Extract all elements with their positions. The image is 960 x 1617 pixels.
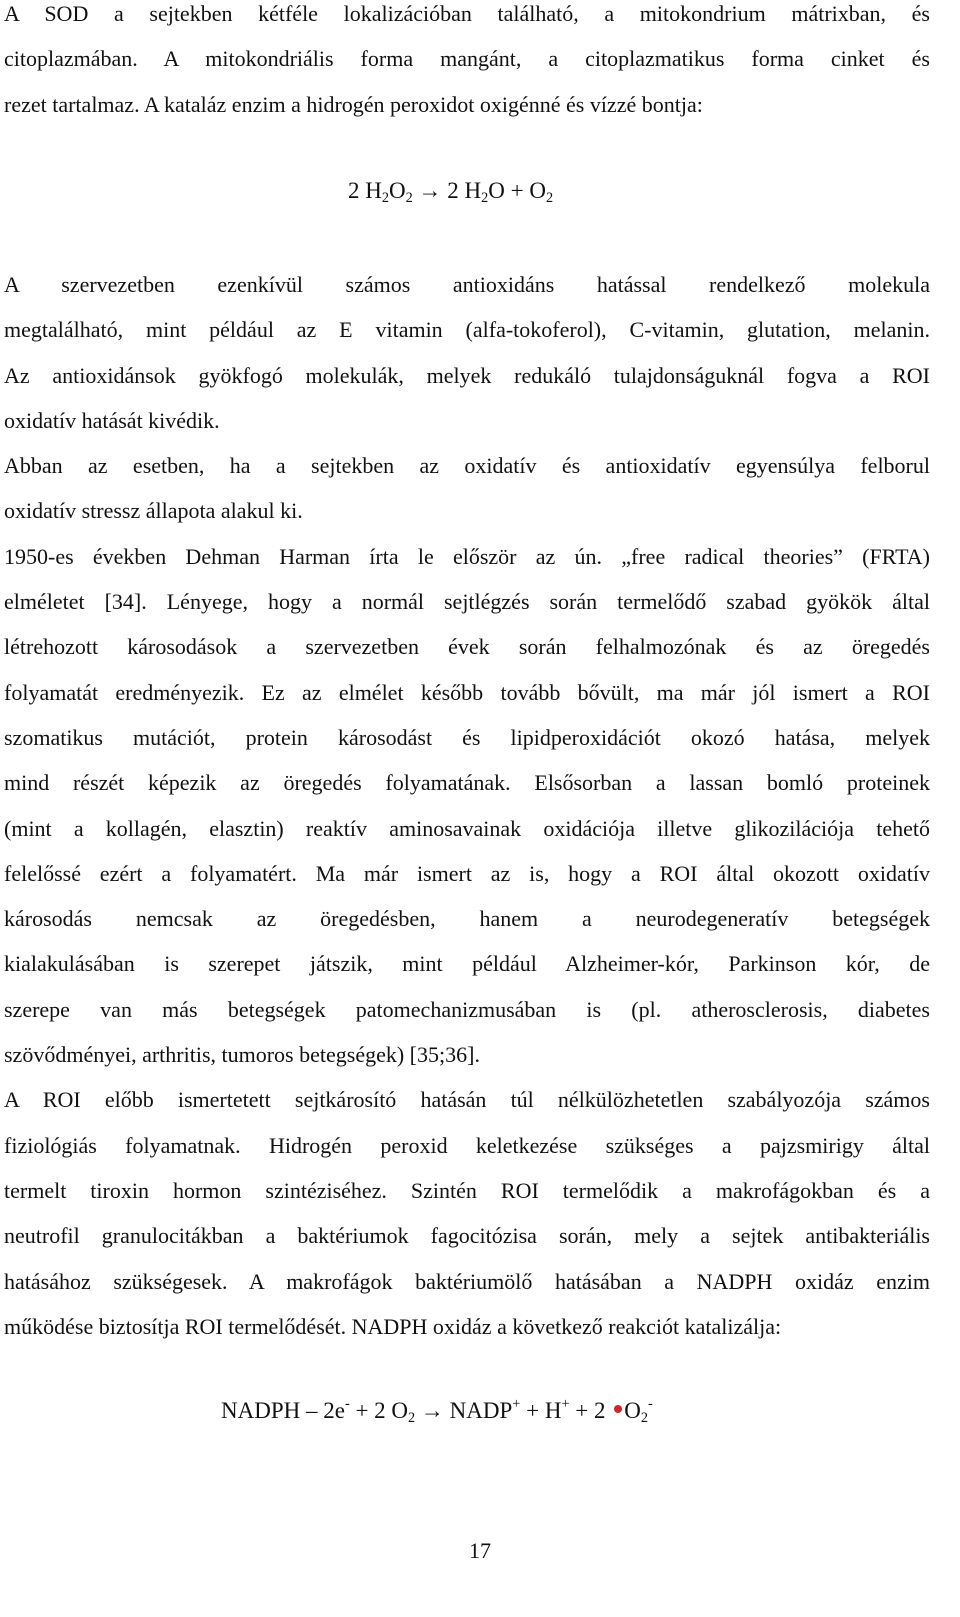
text-line: fiziológiás folyamatnak. Hidrogén peroxid keletkezése szükséges a pajzsmirigy által [4,1132,930,1158]
reaction-arrow: → [415,1398,450,1423]
text-line: A szervezetben ezenkívül számos antioxidáns hatással rendelkező molekula [4,272,930,297]
text-line: mind részét képezik az öregedés folyamatának. Elsősorban a lassan bomló proteinek [4,770,930,796]
text-line: hatásához szükségesek. A makrofágok baktériumölő hatásában a NADPH oxidáz enzim [4,1268,930,1294]
equation-catalase: 2 $H_2O_2 \to 2$ $H_2O + O_2$ [348,178,554,206]
text-line: szövődményei, arthritis, tumoros betegségek) [35;36]. [4,1042,480,1068]
paragraph-sod [4,0,930,127]
text-line: 1950-es években Dehman Harman írta le először az ún. „free radical theories” (FRTA) [4,543,930,569]
text-line: szomatikus mutációt, protein károsodást és lipidperoxidációt okozó hatása, melyek [4,724,930,750]
text-line: elméletet [34]. Lényege, hogy a normál sejtlégzés során termelődő szabad gyökök által [4,589,930,615]
text-line: Abban az esetben, ha a sejtekben az oxidatív és antioxidatív egyensúlya felborul [4,453,930,479]
text-line: Az antioxidánsok gyökfogó molekulák, melyek redukáló tulajdonságuknál fogva a ROI [4,362,930,388]
text-line: megtalálható, mint például az E vitamin (alfa-tokoferol), C-vitamin, glutation, melanin. [4,317,930,343]
text-line: kialakulásában is szerepet játszik, mint például Alzheimer-kór, Parkinson kór, de [4,951,930,977]
equation-nadph-oxidase: NADPH – 2e- + 2 $O_2$ → NADP+ + H+ + 2 $O_2^-$ [221,1396,653,1426]
text-line: A ROI előbb ismertetett sejtkárosító hatásán túl nélkülözhetetlen szabályozója számos [4,1087,930,1113]
page-number: 17 [469,1538,491,1563]
text-line: felelőssé ezért a folyamatért. Ma már ismert az is, hogy a ROI által okozott oxidatív [4,860,930,886]
text-line: oxidatív stressz állapota alakul ki. [4,498,303,524]
reaction-arrow: → [412,178,448,203]
text-line: termelt tiroxin hormon szintéziséhez. Szintén ROI termelődik a makrofágokban és a [4,1177,930,1203]
text-line: oxidatív hatását kivédik. [4,407,220,433]
text-line: neutrofil granulocitákban a baktériumok fagocitózisa során, mely a sejtek antibakteriális [4,1223,930,1249]
text-line: A SOD a sejtekben kétféle lokalizációban található, a mitokondrium mátrixban, és [4,1,930,26]
text-line: rezet tartalmaz. A kataláz enzim a hidrogén peroxidot oxigénné és vízzé bontja: [4,91,703,117]
radical-dot-icon [614,1405,622,1413]
paragraph-antioxidants [4,262,930,1349]
text-line: citoplazmában. A mitokondriális forma mangánt, a citoplazmatikus forma cinket és [4,46,930,72]
text-line: működése biztosítja ROI termelődését. NADPH oxidáz a következő reakciót katalizálja: [4,1313,782,1339]
text-line: létrehozott károsodások a szervezetben évek során felhalmozónak és az öregedés [4,634,930,660]
text-line: folyamatát eredményezik. Ez az elmélet később tovább bővült, ma már jól ismert a ROI [4,679,930,705]
text-line: szerepe van más betegségek patomechanizmusában is (pl. atherosclerosis, diabetes [4,996,930,1022]
text-line: károsodás nemcsak az öregedésben, hanem a neurodegeneratív betegségek [4,906,930,932]
text-line: (mint a kollagén, elasztin) reaktív aminosavainak oxidációja illetve glikozilációja tehető [4,815,930,841]
